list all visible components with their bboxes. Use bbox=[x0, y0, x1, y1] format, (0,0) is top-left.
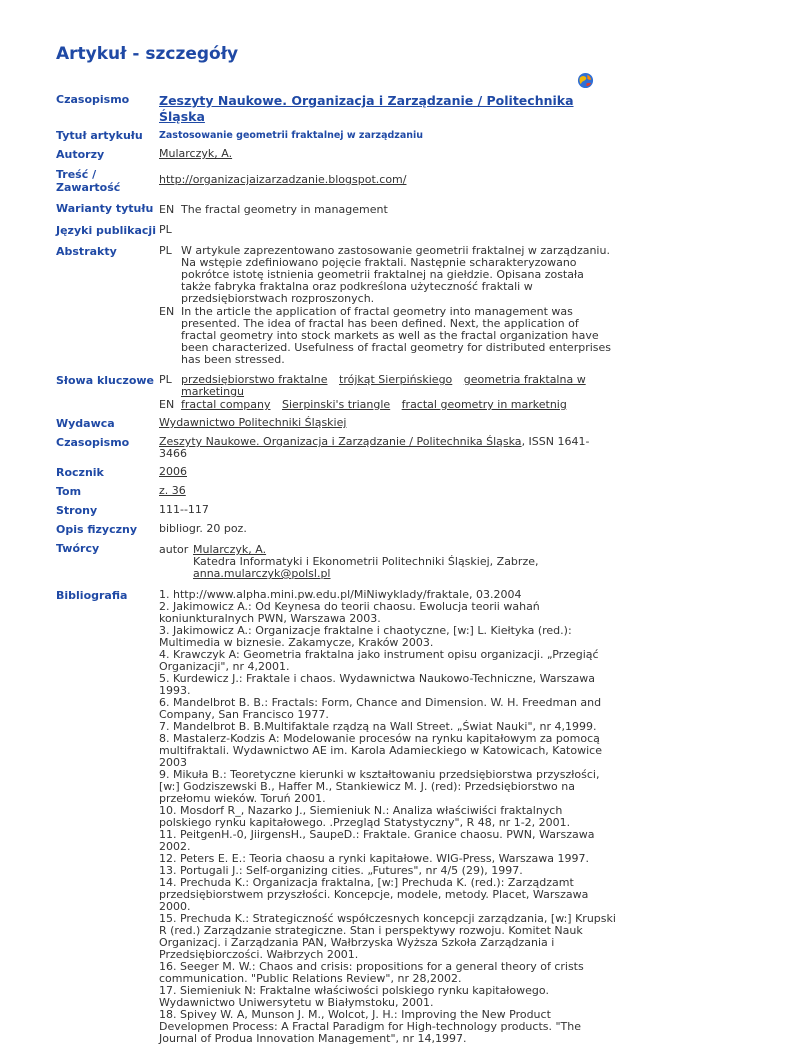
row-abstracts bbox=[56, 245, 616, 366]
row-year bbox=[56, 466, 616, 479]
keyword-link[interactable]: przedsiębiorstwo fraktalne bbox=[181, 373, 328, 386]
bibliography-item: 15. Prechuda K.: Strategiczność współczesnych koncepcji zarządzania, [w:] Krupski R (red.) Zarządzanie strategiczne. Stan i perspektywy rozwoju. Komitet Nauk Organizacj. i Zarządzania PAN, Wałbrzyska Wyższa Szkoła Zarządzania i Przedsiębiorczości. Wałbrzych 2001. bbox=[159, 912, 616, 961]
journal-issn: , ISSN 1641-3466 bbox=[159, 435, 590, 460]
bibliography-item: 12. Peters E. E.: Teoria chaosu a rynki kapitałowe. WIG-Press, Warszawa 1997. bbox=[159, 852, 590, 865]
label-abstracts: Abstrakty bbox=[56, 245, 117, 258]
keywords-pl bbox=[159, 374, 616, 398]
row-keywords bbox=[56, 374, 616, 411]
article-details bbox=[56, 90, 616, 1045]
bibliography-item: 1. http://www.alpha.mini.pw.edu.pl/MiNiwyklady/fraktale, 03.2004 bbox=[159, 588, 522, 601]
label-keywords: Słowa kluczowe bbox=[56, 374, 154, 387]
bibliography-item: 5. Kurdewicz J.: Fraktale i chaos. Wydawnictwa Naukowo-Techniczne, Warszawa 1993. bbox=[159, 672, 596, 697]
keywords-en bbox=[159, 399, 616, 411]
bibliography-list bbox=[159, 589, 616, 1045]
bibliography-item: 11. PeitgenH.-0, JiirgensH., SaupeD.: Fraktale. Granice chaosu. PWN, Warszawa 2002. bbox=[159, 828, 595, 853]
journal2-link[interactable]: Zeszyty Naukowe. Organizacja i Zarządzanie / Politechnika Śląska bbox=[159, 435, 522, 448]
title-variant-text: The fractal geometry in management bbox=[181, 203, 388, 216]
label-volume: Tom bbox=[56, 485, 82, 498]
abstract-pl bbox=[159, 245, 616, 305]
journal-link[interactable]: Zeszyty Naukowe. Organizacja i Zarządzanie / Politechnika Śląska bbox=[159, 93, 574, 124]
bibliography-item: 13. Portugali J.: Self-organizing cities. „Futures", nr 4/5 (29), 1997. bbox=[159, 864, 523, 877]
article-title: Zastosowanie geometrii fraktalnej w zarządzaniu bbox=[159, 130, 424, 141]
abstract-en bbox=[159, 306, 616, 366]
row-journal bbox=[56, 93, 616, 125]
label-authors: Autorzy bbox=[56, 148, 105, 161]
creator-name-link[interactable]: Mularczyk, A. bbox=[193, 543, 267, 556]
keyword-link[interactable]: Sierpinski's triangle bbox=[282, 398, 391, 411]
content-url-link[interactable]: http://organizacjaizarzadzanie.blogspot.com/ bbox=[159, 173, 407, 186]
bibliography-item: 2. Jakimowicz A.: Od Keynesa do teorii chaosu. Ewolucja teorii wahań koniunkturalnych PWN, Warszawa 2003. bbox=[159, 600, 540, 625]
bibliography-item: 3. Jakimowicz A.: Organizacje fraktalne i chaotyczne, [w:] L. Kiełtyka (red.): Multimedia w biznesie. Zakamycze, Kraków 2003. bbox=[159, 624, 572, 649]
row-content bbox=[56, 168, 616, 194]
keyword-link[interactable]: geometria fraktalna w marketingu bbox=[181, 373, 586, 398]
bibliography-item: 16. Seeger M. W.: Chaos and crisis: propositions for a general theory of crists communication. "Public Relations Review", nr 28,2002. bbox=[159, 960, 584, 985]
year-link[interactable]: 2006 bbox=[159, 465, 187, 478]
bibliography-item: 17. Siemieniuk N: Fraktalne właściwości polskiego rynku kapitałowego. Wydawnictwo Uniwersytetu w Białymstoku, 2001. bbox=[159, 984, 549, 1009]
bibliography-item: 18. Spivey W. A, Munson J. M., Wolcot, J. H.: Improving the New Product Developmen Process: A Fractal Paradigm for High-technology products. "The Journal of Produa Innovation Management", nr 14,1997. bbox=[159, 1008, 582, 1045]
label-publisher: Wydawca bbox=[56, 417, 115, 430]
label-title-variants: Warianty tytułu bbox=[56, 202, 154, 215]
label-physical: Opis fizyczny bbox=[56, 523, 138, 536]
label-languages: Języki publikacji bbox=[56, 224, 156, 237]
label-pages: Strony bbox=[56, 504, 98, 517]
abstract-lang: EN bbox=[159, 305, 175, 318]
physical-value: bibliogr. 20 poz. bbox=[159, 522, 247, 535]
label-creators: Twórcy bbox=[56, 542, 100, 555]
row-pages bbox=[56, 504, 616, 517]
title-variant-lang: EN bbox=[159, 203, 175, 216]
row-title-variants bbox=[56, 202, 616, 216]
keyword-link[interactable]: trójkąt Sierpińskiego bbox=[339, 373, 453, 386]
author-link[interactable]: Mularczyk, A. bbox=[159, 147, 233, 160]
publisher-link[interactable]: Wydawnictwo Politechniki Śląskiej bbox=[159, 416, 347, 429]
keywords-lang: EN bbox=[159, 398, 175, 411]
volume-link[interactable]: z. 36 bbox=[159, 484, 186, 497]
label-journal: Czasopismo bbox=[56, 93, 130, 106]
page-title: Artykuł - szczegóły bbox=[56, 44, 239, 64]
keyword-link[interactable]: fractal geometry in marketnig bbox=[401, 398, 567, 411]
row-title bbox=[56, 129, 616, 142]
row-physical bbox=[56, 523, 616, 536]
abstract-text: In the article the application of fractal geometry into management was presented. The idea of fractal has been defined. Next, the application of fractal geometry into stock markets as well as the fractal organization have been characterized. Usefulness of fractal geometry for distributed enterprises has been stressed. bbox=[181, 305, 612, 366]
creator-email-link[interactable]: anna.mularczyk@polsl.pl bbox=[193, 567, 331, 580]
row-bibliography bbox=[56, 589, 616, 1045]
row-languages bbox=[56, 224, 616, 237]
creator-role: autor bbox=[159, 543, 189, 556]
keywords-lang: PL bbox=[159, 373, 172, 386]
bibliography-item: 8. Mastalerz-Kodzis A: Modelowanie procesów na rynku kapitałowym za pomocą multifraktali. Wydawnictwo AE im. Karola Adamieckiego w Katowicach, Katowice 2003 bbox=[159, 732, 602, 769]
publication-language: PL bbox=[159, 223, 172, 236]
globe-icon[interactable] bbox=[577, 72, 594, 89]
label-content: Treść / Zawartość bbox=[56, 168, 121, 194]
row-authors bbox=[56, 148, 616, 161]
abstract-text: W artykule zaprezentowano zastosowanie geometrii fraktalnej w zarządzaniu. Na wstępie zdefiniowano pojęcie fraktali. Następnie scharakteryzowano pokrótce istotę istnienia geometrii fraktalnej na giełdzie. Opisana została także fabryka fraktalna oraz podkreślona użyteczność fraktali w przedsiębiorstwach rozproszonych. bbox=[181, 244, 610, 305]
row-journal2 bbox=[56, 436, 616, 460]
label-journal2: Czasopismo bbox=[56, 436, 130, 449]
bibliography-item: 14. Prechuda K.: Organizacja fraktalna, [w:] Prechuda K. (red.): Zarządzamt przedsiębiorstwem przyszłości. Koncepcje, modele, metody. Placet, Warszawa 2000. bbox=[159, 876, 589, 913]
label-bibliography: Bibliografia bbox=[56, 589, 128, 602]
row-volume bbox=[56, 485, 616, 498]
abstract-lang: PL bbox=[159, 244, 172, 257]
row-creators bbox=[56, 542, 616, 580]
bibliography-item: 10. Mosdorf R_, Nazarko J., Siemieniuk N.: Analiza właściwiści fraktalnych polskiego rynku kapitałowego. .Przegląd Statystyczny", R 48, nr 1-2, 2001. bbox=[159, 804, 571, 829]
label-year: Rocznik bbox=[56, 466, 104, 479]
bibliography-item: 7. Mandelbrot B. B.Multifaktale rządzą na Wall Street. „Świat Nauki", nr 4,1999. bbox=[159, 720, 597, 733]
bibliography-item: 6. Mandelbrot B. B.: Fractals: Form, Chance and Dimension. W. H. Freedman and Company, San Francisco 1977. bbox=[159, 696, 602, 721]
creator-affiliation: Katedra Informatyki i Ekonometrii Politechniki Śląskiej, Zabrze, bbox=[193, 555, 539, 568]
bibliography-item: 4. Krawczyk A: Geometria fraktalna jako instrument opisu organizacji. „Przegiąć Organizacji", nr 4,2001. bbox=[159, 648, 599, 673]
label-title: Tytuł artykułu bbox=[56, 129, 143, 142]
pages-value: 111--117 bbox=[159, 503, 209, 516]
row-publisher bbox=[56, 417, 616, 430]
bibliography-item: 9. Mikuła B.: Teoretyczne kierunki w kształtowaniu przedsiębiorstwa przyszłości, [w:] Godziszewski B., Haffer M., Stankiewicz M. J. (red): Przedsiębiorstwo na przełomu wieków. Toruń 2001. bbox=[159, 768, 600, 805]
keyword-link[interactable]: fractal company bbox=[181, 398, 271, 411]
